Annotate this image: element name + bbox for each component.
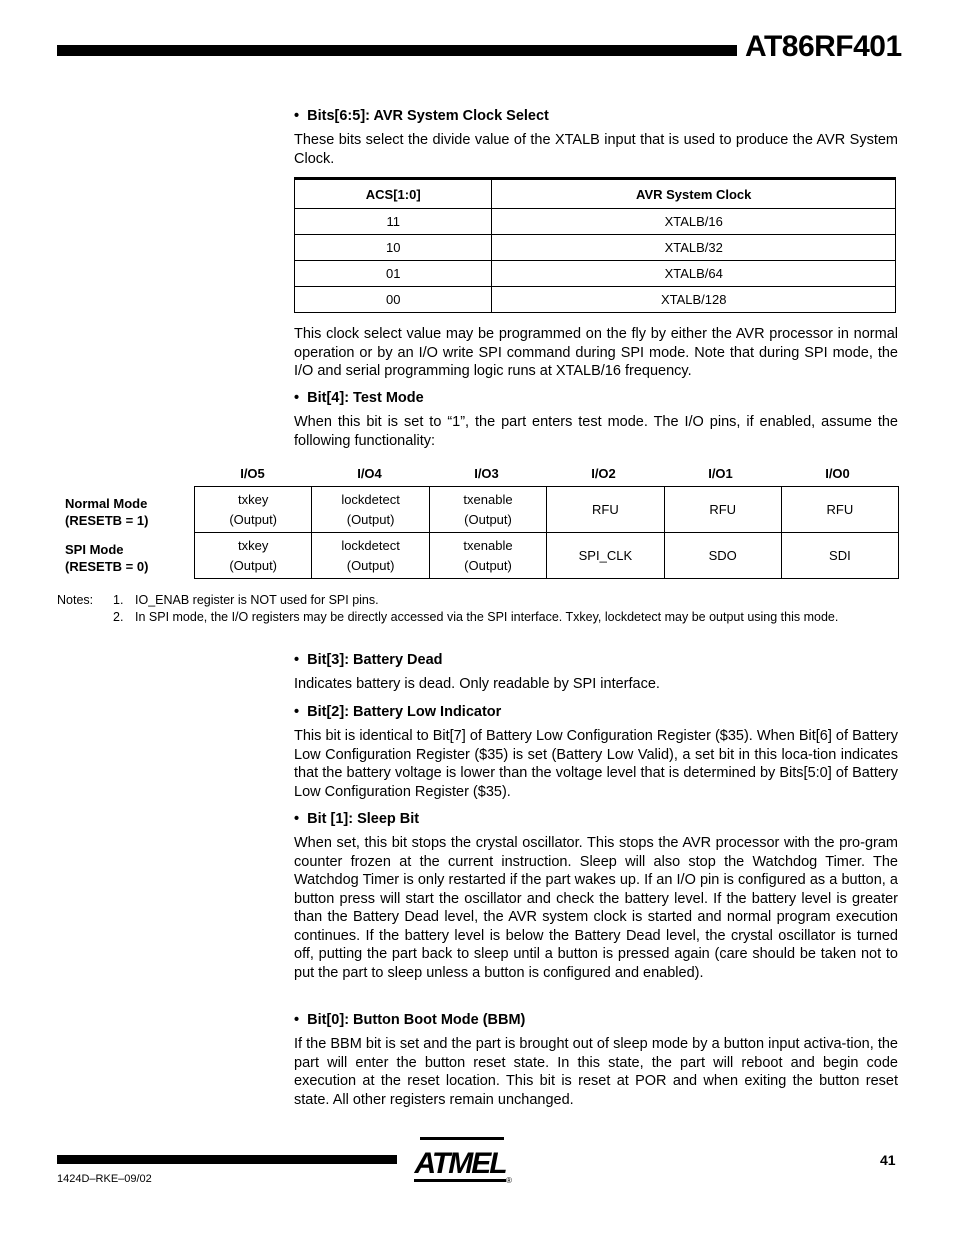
test-heading-text: Bit[4]: Test Mode [307, 390, 424, 406]
document-id: 1424D–RKE–09/02 [57, 1173, 152, 1185]
clock-value: XTALB/64 [492, 261, 896, 287]
header-rule [57, 45, 737, 56]
io-cell: RFU [781, 487, 898, 533]
row-label-line: SPI Mode [65, 542, 124, 557]
io-cell: txkey (Output) [195, 533, 312, 579]
io-cell: txenable (Output) [429, 487, 546, 533]
io-cell: RFU [664, 487, 781, 533]
bbm-body: If the BBM bit is set and the part is brought out of sleep mode by a button input activa-tion, the part will enter the button reset state. In this state, the part will reboot and begin code execution at the reset location. This bit is reset at POR and when exiting the button reset state. All other registers remain unchanged. [294, 1036, 898, 1108]
io5-header: I/O5 [240, 466, 265, 481]
acs-value: 10 [295, 235, 492, 261]
sleep-heading-text: Bit [1]: Sleep Bit [307, 811, 420, 827]
sleep-body: When set, this bit stops the crystal oscillator. This stops the AVR processor with the pro-gram counter frozen at the current instruction. Sleep will also stop the Watchdog Timer. The Watchdog Timer is only restarted if the part wakes up. If an I/O pin is configured as a button, a button press will start the oscillator and check the battery level. If the battery level is greater than the Battery Dead level, the AVR system clock is started and normal program execution continues. If the battery level is below the Battery Dead level, the crystal oscillator is turned off, putting the part back to sleep until a button is pressed again (care should be taken not to put the part to sleep unless a button is configured and enabled). [294, 835, 898, 981]
row-label-line: (RESETB = 1) [65, 513, 149, 528]
footer-rule [57, 1155, 397, 1164]
clock-value: XTALB/128 [492, 287, 896, 313]
acs-header: ACS[1:0] [295, 179, 492, 209]
clock-value: XTALB/16 [492, 209, 896, 235]
table-row [295, 209, 896, 235]
table-row [195, 487, 899, 533]
io-cell: lockdetect (Output) [312, 533, 429, 579]
acs-intro: These bits select the divide value of the XTALB input that is used to produce the AVR System Clock. [294, 132, 898, 167]
bbm-heading-text: Bit[0]: Button Boot Mode (BBM) [307, 1012, 526, 1028]
clock-header: AVR System Clock [492, 179, 896, 209]
battery-dead-heading: • Bit[3]: Battery Dead [294, 652, 443, 668]
acs-heading-text: Bits[6:5]: AVR System Clock Select [307, 108, 549, 124]
note-number: 1. [113, 593, 124, 607]
battery-dead-body: Indicates battery is dead. Only readable by SPI interface. [294, 676, 660, 692]
table-row [295, 261, 896, 287]
spi-mode-label [65, 541, 148, 575]
battery-low-body: This bit is identical to Bit[7] of Battery Low Configuration Register ($35). When Bit[6] of Battery Low Configuration Register ($35) is set (Battery Low Valid), a set bit in this loca-tion indicates that the battery voltage is lower than the voltage level that is determined by Bits[5:0] of Battery Low Configuration Register ($35). [294, 728, 898, 800]
io-cell: txkey (Output) [195, 487, 312, 533]
test-heading: • Bit[4]: Test Mode [294, 390, 424, 406]
io-cell: txenable (Output) [429, 533, 546, 579]
note-number: 2. [113, 610, 124, 624]
acs-heading: • Bits[6:5]: AVR System Clock Select [294, 108, 549, 124]
document-title: AT86RF401 [745, 30, 902, 63]
page-number: 41 [880, 1152, 896, 1168]
sleep-heading: • Bit [1]: Sleep Bit [294, 811, 420, 827]
table-row [195, 533, 899, 579]
normal-mode-label [65, 495, 148, 529]
atmel-wordmark: ATMEL [414, 1147, 506, 1180]
io0-header: I/O0 [825, 466, 850, 481]
acs-value: 00 [295, 287, 492, 313]
table-row [295, 235, 896, 261]
acs-value: 01 [295, 261, 492, 287]
row-label-line: (RESETB = 0) [65, 559, 149, 574]
io2-header: I/O2 [591, 466, 616, 481]
acs-table [294, 177, 896, 313]
bbm-heading: • Bit[0]: Button Boot Mode (BBM) [294, 1012, 526, 1028]
io4-header: I/O4 [357, 466, 382, 481]
battery-low-heading: • Bit[2]: Battery Low Indicator [294, 704, 502, 720]
io-cell: SDO [664, 533, 781, 579]
table-row [295, 287, 896, 313]
row-label-line: Normal Mode [65, 496, 148, 511]
io-cell: SDI [781, 533, 898, 579]
registered-mark: ® [506, 1176, 512, 1185]
io1-header: I/O1 [708, 466, 733, 481]
io-cell: RFU [547, 487, 664, 533]
io-table [194, 486, 899, 579]
note-text: IO_ENAB register is NOT used for SPI pins. [135, 593, 379, 607]
acs-value: 11 [295, 209, 492, 235]
clock-value: XTALB/32 [492, 235, 896, 261]
test-intro: When this bit is set to “1”, the part enters test mode. The I/O pins, if enabled, assume the following functionality: [294, 414, 898, 449]
atmel-logo [410, 1137, 514, 1190]
battery-dead-heading-text: Bit[3]: Battery Dead [307, 652, 443, 668]
acs-after: This clock select value may be programmed on the fly by either the AVR processor in normal operation or by an I/O write SPI command during SPI mode. Note that during SPI mode, the I/O and serial programming logic runs at XTALB/16 frequency. [294, 326, 898, 379]
io-cell: SPI_CLK [547, 533, 664, 579]
notes-label: Notes: [57, 593, 94, 607]
battery-low-heading-text: Bit[2]: Battery Low Indicator [307, 704, 502, 720]
io3-header: I/O3 [474, 466, 499, 481]
note-text: In SPI mode, the I/O registers may be directly accessed via the SPI interface. Txkey, lockdetect may be output using this mode. [135, 610, 839, 624]
io-cell: lockdetect (Output) [312, 487, 429, 533]
